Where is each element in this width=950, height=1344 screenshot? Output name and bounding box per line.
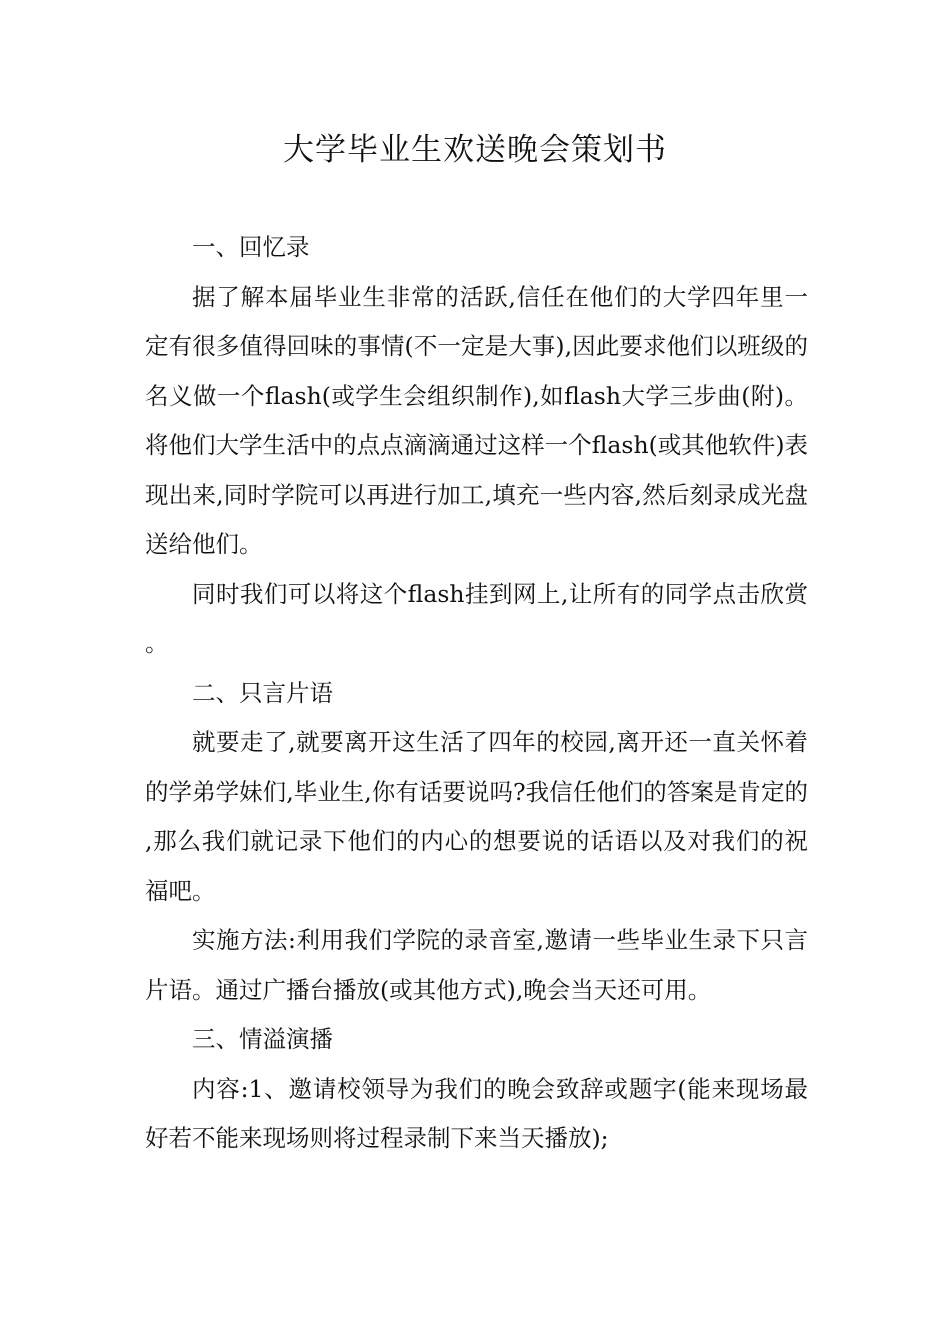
paragraph-messages-description: 就要走了,就要离开这生活了四年的校园,离开还一直关怀着的学弟学妹们,毕业生,你有话要说吗?我信任他们的答案是肯定的,那么我们就记录下他们的内心的想要说的话语以及对我们的祝福吧。 [145,728,808,905]
section-heading-memoir: 一、回忆录 [192,233,310,261]
document-title: 大学毕业生欢送晚会策划书 [283,132,667,168]
paragraph-messages-method: 实施方法:利用我们学院的录音室,邀请一些毕业生录下只言片语。通过广播台播放(或其他方式),晚会当天还可用。 [145,926,808,1004]
section-heading-messages: 二、只言片语 [192,678,333,707]
document-body [145,223,808,1164]
paragraph-memoir-description: 据了解本届毕业生非常的活跃,信任在他们的大学四年里一定有很多值得回味的事情(不一定是大事),因此要求他们以班级的名义做一个flash(或学生会组织制作),如flash大学三步曲(附)。将他们大学生活中的点点滴滴通过这样一个flash(或其他软件)表现出来,同时学院可以再进行加工,填充一些内容,然后刻录成光盘送给他们。 [145,282,808,558]
section-heading-broadcast: 三、情溢演播 [192,1025,333,1053]
paragraph-memoir-online: 同时我们可以将这个flash挂到网上,让所有的同学点击欣赏。 [145,579,808,657]
paragraph-broadcast-content: 内容:1、邀请校领导为我们的晚会致辞或题字(能来现场最好若不能来现场则将过程录制下来当天播放); [145,1074,808,1152]
